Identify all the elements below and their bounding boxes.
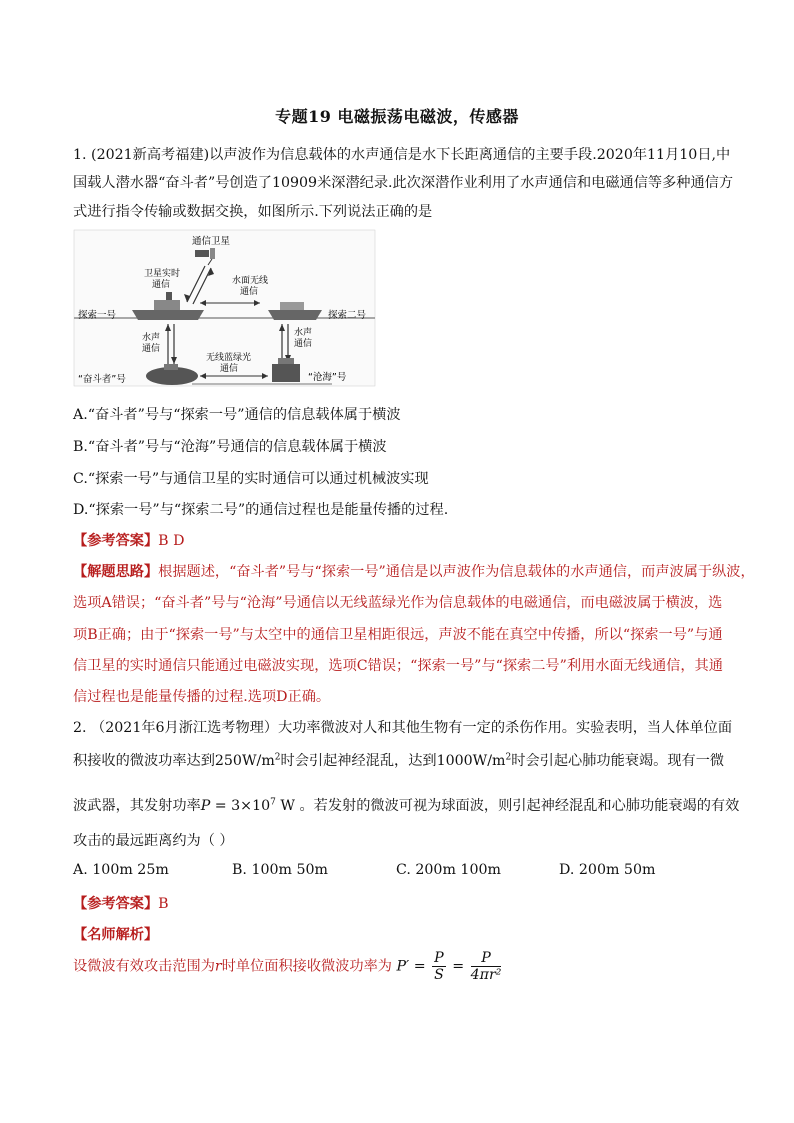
q2-sup-1: 2	[274, 752, 281, 763]
label-acoustic-left-2: 通信	[142, 344, 161, 354]
q2-option-c: C. 200m 100m	[396, 862, 501, 878]
q2-option-d: D. 200m 50m	[559, 862, 656, 878]
communication-diagram	[72, 228, 377, 388]
label-acoustic-right-2: 通信	[294, 339, 313, 349]
label-ship-2: 探索二号	[328, 310, 367, 321]
q2-formula-r: r	[214, 958, 222, 975]
q1-analysis-line-4: 信卫星的实时通信只能通过电磁波实现，选项C错误；“探索一号”与“探索二号”利用水面无线通信，其通	[73, 658, 723, 674]
q2-line-2-a: 积接收的微波功率达到250W/m	[73, 753, 275, 769]
q1-line-1: 1. (2021新高考福建)以声波作为信息载体的水声通信是水下长距离通信的主要手段.2020年11月10日,中	[73, 147, 731, 163]
q2-frac1-num: P	[434, 950, 444, 966]
q2-frac2-den: 4πr²	[470, 967, 502, 983]
q2-line-4: 攻击的最远距离约为（ ）	[73, 833, 234, 849]
q1-option-c: C.“探索一号”与通信卫星的实时通信可以通过机械波实现	[73, 471, 429, 487]
q2-power-symbol: P	[200, 798, 211, 814]
label-bluegreen-1: 无线蓝绿光	[206, 353, 252, 363]
q1-option-d: D.“探索一号”与“探索二号”的通信过程也是能量传播的过程.	[73, 502, 449, 518]
q2-formula-text-2: 时单位面积接收微波功率为	[221, 958, 392, 975]
q2-power-exp: 7	[270, 797, 276, 808]
q1-analysis-line-2: 选项A错误；“奋斗者”号与“沧海”号通信以无线蓝绿光作为信息载体的电磁通信，而电磁波属于横波，选	[73, 595, 723, 611]
q2-formula-lhs: P′ =	[396, 958, 426, 975]
q2-line-2-c: 时会引起心肺功能衰竭。现有一微	[511, 753, 725, 769]
q2-fraction-1	[432, 950, 446, 983]
label-surface-1: 水面无线	[232, 276, 269, 286]
q2-line-3-b: W 。若发射的微波可视为球面波，则引起神经混乱和心肺功能衰竭的有效	[275, 798, 740, 814]
q1-option-b: B.“奋斗者”号与“沧海”号通信的信息载体属于横波	[73, 439, 387, 455]
label-sub-1: “奋斗者”号	[78, 374, 126, 385]
q2-line-3-a: 波武器，其发射功率	[73, 798, 201, 814]
q1-analysis-label: 【解题思路】	[73, 564, 159, 580]
q2-fraction-2	[471, 950, 502, 983]
q2-sup-2: 2	[505, 752, 512, 763]
q1-analysis-text-1: 根据题述，“奋斗者”号与“探索一号”通信是以声波作为信息载体的水声通信，而声波属于纵波，	[158, 564, 755, 580]
q2-frac2-num: P	[471, 950, 502, 967]
label-surface-2: 通信	[240, 287, 259, 297]
q1-line-3: 式进行指令传输或数据交换，如图所示.下列说法正确的是	[73, 204, 433, 220]
label-acoustic-left-1: 水声	[142, 333, 161, 343]
q1-analysis-line-3: 项B正确；由于“探索一号”与太空中的通信卫星相距很远，声波不能在真空中传播，所以“探索一号”与通	[73, 627, 723, 643]
q2-power-value: = 3×10	[210, 798, 271, 814]
q2-line-2	[73, 750, 724, 770]
q2-frac1-den: S	[434, 967, 444, 983]
q2-formula-line	[73, 950, 503, 983]
q2-equals: =	[452, 958, 465, 975]
label-sub-2: “沧海”号	[308, 372, 347, 383]
q1-answer-label: 【参考答案】	[73, 533, 159, 549]
q1-answer	[73, 530, 184, 550]
q1-answer-value: B D	[158, 533, 185, 549]
q1-option-a: A.“奋斗者”号与“探索一号”通信的信息载体属于横波	[73, 407, 401, 423]
q2-answer-value: B	[158, 896, 169, 912]
label-sat-link-2: 通信	[152, 280, 171, 290]
label-sat-link-1: 卫星实时	[144, 269, 181, 279]
q1-analysis-line-5: 信过程也是能量传播的过程.选项D正确。	[73, 689, 331, 705]
q2-option-a: A. 100m 25m	[73, 862, 169, 878]
q2-answer-label: 【参考答案】	[73, 896, 159, 912]
q2-line-2-b: 时会引起神经混乱，达到1000W/m	[280, 753, 506, 769]
q2-analysis-label-text: 【名师解析】	[73, 927, 159, 943]
label-satellite: 通信卫星	[192, 236, 231, 247]
q1-analysis-line-1	[73, 561, 755, 581]
q2-formula-text: 设微波有效攻击范围为	[73, 958, 215, 975]
q2-analysis-label	[73, 924, 158, 944]
label-ship-1: 探索一号	[78, 310, 117, 321]
label-bluegreen-2: 通信	[220, 364, 239, 374]
q2-option-b: B. 100m 50m	[232, 862, 328, 878]
q2-line-1: 2. （2021年6月浙江选考物理）大功率微波对人和其他生物有一定的杀伤作用。实验表明，当人体单位面	[73, 720, 733, 736]
q1-line-2: 国载人潜水器“奋斗者”号创造了10909米深潜纪录.此次深潜作业利用了水声通信和电磁通信等多种通信方	[73, 175, 734, 191]
label-acoustic-right-1: 水声	[294, 328, 313, 338]
page-title: 专题19 电磁振荡电磁波，传感器	[275, 107, 519, 126]
q2-line-3	[73, 795, 739, 815]
q2-answer	[73, 893, 169, 913]
